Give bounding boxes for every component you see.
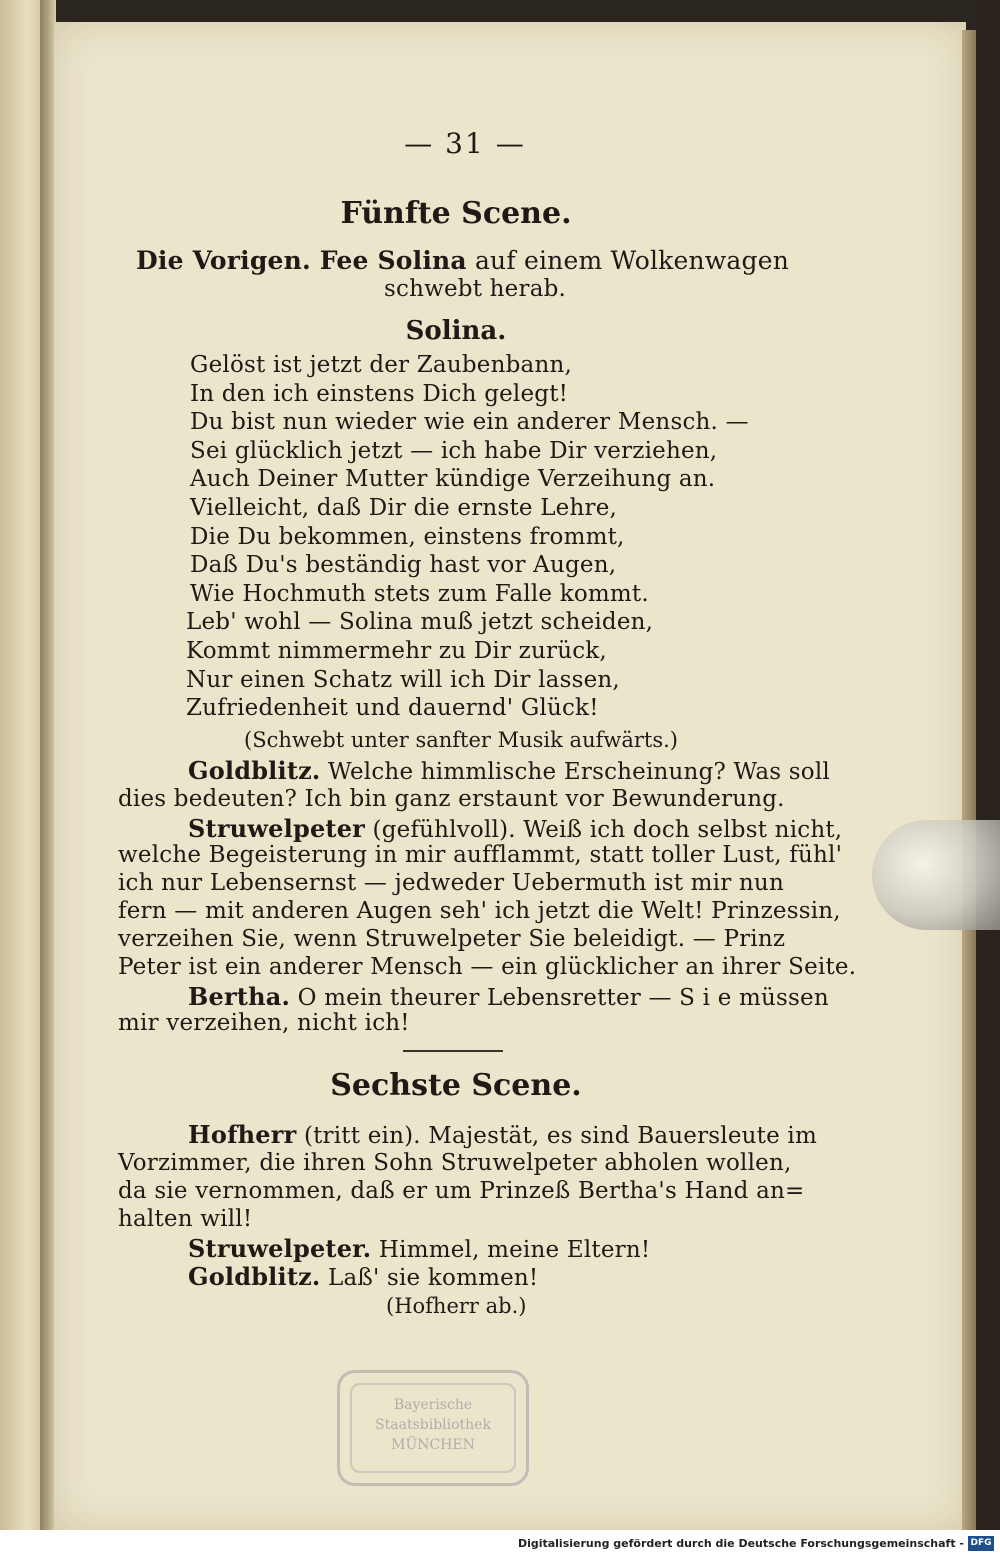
verse-line: Daß Du's beständig hast vor Augen,	[190, 552, 617, 579]
hofherr-line-2: Vorzimmer, die ihren Sohn Struwelpeter abholen wollen,	[118, 1150, 792, 1176]
stage-direction-2: (Hofherr ab.)	[386, 1294, 527, 1318]
page-edge	[962, 30, 976, 1530]
struwelpeter-line-2: welche Begeisterung in mir aufflammt, statt toller Lust, fühl'	[118, 842, 843, 868]
hofherr-line-3: da sie vernommen, daß er um Prinzeß Bertha's Hand an=	[118, 1178, 805, 1204]
verse-line: Du bist nun wieder wie ein anderer Mensch. —	[190, 409, 749, 436]
scene5-intro-line2: schwebt herab.	[384, 276, 567, 302]
struwelpeter-speaker-2: Struwelpeter.	[188, 1234, 372, 1263]
hofherr-line-1	[188, 1120, 817, 1149]
stage-direction-1: (Schwebt unter sanfter Musik aufwärts.)	[244, 728, 678, 752]
verse-line: Gelöst ist jetzt der Zaubenbann,	[190, 352, 572, 378]
struwelpeter-speech-1: (gefühlvoll). Weiß ich doch selbst nicht,	[372, 817, 843, 843]
verse-line: Sei glücklich jetzt — ich habe Dir verziehen,	[190, 437, 718, 464]
library-stamp-text: Bayerische Staatsbibliothek MÜNCHEN	[375, 1397, 491, 1453]
goldblitz-speaker: Goldblitz.	[188, 756, 321, 785]
scene5-intro	[136, 246, 789, 275]
struwelpeter-line-5: verzeihen Sie, wenn Struwelpeter Sie beleidigt. — Prinz	[118, 926, 786, 952]
goldblitz-speech-1: Welche himmlische Erscheinung? Was soll	[328, 759, 830, 785]
page-clip-overlay	[872, 820, 1000, 930]
struwelpeter-speaker: Struwelpeter	[188, 814, 366, 843]
struwelpeter-line-6: Peter ist ein anderer Mensch — ein glücklicher an ihrer Seite.	[118, 954, 857, 980]
bertha-speaker: Bertha.	[188, 982, 291, 1011]
goldblitz-line-1	[188, 756, 830, 785]
bertha-speech-1: O mein theurer Lebensretter — S i e müssen	[297, 985, 829, 1011]
struwelpeter-line-4: fern — mit anderen Augen seh' ich jetzt die Welt! Prinzessin,	[118, 898, 841, 924]
verse-line: Vielleicht, daß Dir die ernste Lehre,	[190, 495, 618, 521]
struwelpeter-line-7	[188, 1234, 650, 1263]
struwelpeter-line-1	[188, 814, 842, 843]
scan-background	[976, 0, 1000, 1530]
goldblitz-speaker-2: Goldblitz.	[188, 1262, 321, 1291]
dfg-logo: DFG	[968, 1536, 994, 1551]
goldblitz-speech-3: Laß' sie kommen!	[328, 1265, 539, 1291]
scene5-intro-rest: auf einem Wolkenwagen	[474, 246, 789, 275]
bertha-line-1	[188, 982, 829, 1011]
scene5-title: Fünfte Scene.	[340, 196, 572, 231]
verse-line: In den ich einstens Dich gelegt!	[190, 380, 569, 407]
goldblitz-line-2: dies bedeuten? Ich bin ganz erstaunt vor Bewunderung.	[118, 786, 785, 812]
goldblitz-line-3	[188, 1262, 538, 1291]
bertha-line-2: mir verzeihen, nicht ich!	[118, 1010, 410, 1036]
verse-line: Leb' wohl — Solina muß jetzt scheiden,	[186, 609, 654, 636]
scene6-title: Sechste Scene.	[330, 1068, 582, 1103]
solina-speaker: Solina.	[405, 316, 507, 346]
footer-credit: Digitalisierung gefördert durch die Deutsche Forschungsgemeinschaft -	[517, 1537, 964, 1550]
verse-line: Kommt nimmermehr zu Dir zurück,	[186, 638, 607, 664]
struwelpeter-line-3: ich nur Lebensernst — jedweder Uebermuth ist mir nun	[118, 870, 784, 896]
verse-line: Auch Deiner Mutter kündige Verzeihung an.	[190, 466, 716, 493]
footer-bar	[0, 1530, 1000, 1558]
hofherr-speaker: Hofherr	[188, 1120, 297, 1149]
hofherr-speech-1: (tritt ein). Majestät, es sind Bauersleute im	[303, 1123, 817, 1149]
verse-line: Die Du bekommen, einstens frommt,	[190, 523, 625, 550]
verse-line: Nur einen Schatz will ich Dir lassen,	[186, 666, 620, 693]
verse-line: Wie Hochmuth stets zum Falle kommt.	[190, 580, 649, 607]
library-stamp	[337, 1370, 529, 1486]
scene5-intro-characters: Die Vorigen. Fee Solina	[136, 246, 467, 275]
struwelpeter-speech-7: Himmel, meine Eltern!	[378, 1237, 651, 1263]
page-number: — 31 —	[404, 127, 526, 160]
scene-divider	[403, 1050, 503, 1052]
verse-line: Zufriedenheit und dauernd' Glück!	[186, 695, 599, 722]
hofherr-line-4: halten will!	[118, 1206, 253, 1232]
